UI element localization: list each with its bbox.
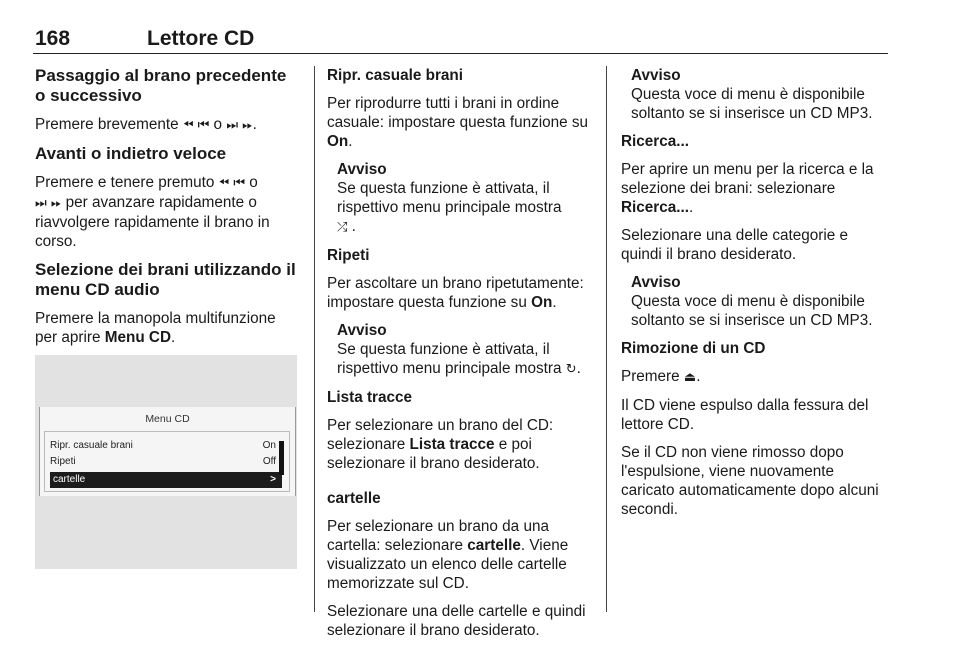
heading-seek: Avanti o indietro veloce <box>35 144 227 163</box>
para-seek: Premere e tenere premuto ⏪︎ ⏮︎ o ⏭︎ ⏩︎ per avanzare rapidamente o riavvolgere rapidamente il brano in corso. <box>35 174 270 250</box>
para-eject: Premere ⏏. <box>621 368 701 385</box>
note-mp3-1: Avviso Questa voce di menu è disponibile soltanto se si inserisce un CD MP3. <box>631 67 873 122</box>
prev-track-icon: ⏮︎ <box>197 118 210 133</box>
para-folders-2: Selezionare una delle cartelle e quindi selezionare il brano desiderato. <box>327 603 586 639</box>
shuffle-icon: ⤮ <box>337 220 348 235</box>
menu-item-repeat[interactable]: Ripeti Off <box>50 456 276 467</box>
scrollbar[interactable] <box>279 441 284 475</box>
chevron-right-icon: > <box>270 474 276 485</box>
note-mp3-2: Avviso Questa voce di menu è disponibile soltanto se si inserisce un CD MP3. <box>631 274 873 329</box>
screen-title: Menu CD <box>145 413 190 425</box>
column-2 <box>327 66 597 649</box>
heading-shuffle: Ripr. casuale brani <box>327 67 464 84</box>
menu-item-shuffle[interactable]: Ripr. casuale brani On <box>50 440 276 451</box>
display-screen <box>39 407 296 496</box>
column-divider-1 <box>314 66 315 612</box>
menu-list <box>44 431 290 492</box>
para-search: Per aprire un menu per la ricerca e la selezione dei brani: selezionare Ricerca.... <box>621 161 874 216</box>
heading-repeat: Ripeti <box>327 247 370 264</box>
para-repeat: Per ascoltare un brano ripetutamente: impostare questa funzione su On. <box>327 275 584 311</box>
note-repeat: Avviso Se questa funzione è attivata, il rispettivo menu principale mostra ↻. <box>337 322 581 377</box>
fast-forward-icon: ⏩︎ <box>242 118 253 133</box>
para-select: Premere la manopola multifunzione per aprire Menu CD. <box>35 310 276 346</box>
para-tracklist: Per selezionare un brano del CD: selezionare Lista tracce e poi selezionare il brano desiderato. <box>327 417 554 472</box>
para-folders: Per selezionare un brano da una cartella: selezionare cartelle. Viene visualizzato un elenco delle cartelle memorizzate sul CD. <box>327 518 569 592</box>
repeat-icon: ↻ <box>565 362 577 377</box>
heading-select: Selezione dei brani utilizzando il menu CD audio <box>35 260 296 299</box>
heading-eject: Rimozione di un CD <box>621 340 766 357</box>
page-header <box>33 27 888 54</box>
rewind-icon: ⏪︎ <box>182 118 194 133</box>
para-eject-2: Il CD viene espulso dalla fessura del lettore CD. <box>621 397 869 433</box>
page-number: 168 <box>35 27 71 50</box>
rewind-icon: ⏪︎ <box>218 176 230 191</box>
section-title: Lettore CD <box>147 27 255 50</box>
para-search-2: Selezionare una delle categorie e quindi il brano desiderato. <box>621 227 849 263</box>
fast-forward-icon: ⏩︎ <box>50 196 62 211</box>
next-track-icon: ⏭︎ <box>226 118 239 133</box>
heading-search: Ricerca... <box>621 133 690 150</box>
column-divider-2 <box>606 66 607 612</box>
heading-prev-next: Passaggio al brano precedente o successivo <box>35 66 287 105</box>
eject-icon: ⏏ <box>683 370 697 385</box>
para-shuffle: Per riprodurre tutti i brani in ordine casuale: impostare questa funzione su On. <box>327 95 589 150</box>
para-eject-3: Se il CD non viene rimosso dopo l'espulsione, viene nuovamente caricato automaticamente dopo alcuni secondi. <box>621 444 879 518</box>
note-shuffle: Avviso Se questa funzione è attivata, il rispettivo menu principale mostra ⤮ . <box>337 161 562 235</box>
prev-track-icon: ⏮︎ <box>233 176 246 191</box>
heading-tracklist: Lista tracce <box>327 389 413 406</box>
para-prev-next: Premere brevemente ⏪︎ ⏮︎ o ⏭︎ ⏩︎. <box>35 116 257 133</box>
column-1 <box>35 66 300 356</box>
next-track-icon: ⏭︎ <box>35 196 47 211</box>
menu-item-folders[interactable]: cartelle > <box>50 472 282 488</box>
column-3 <box>621 66 891 528</box>
menu-cd-screenshot <box>35 355 297 569</box>
heading-folders: cartelle <box>327 490 381 507</box>
